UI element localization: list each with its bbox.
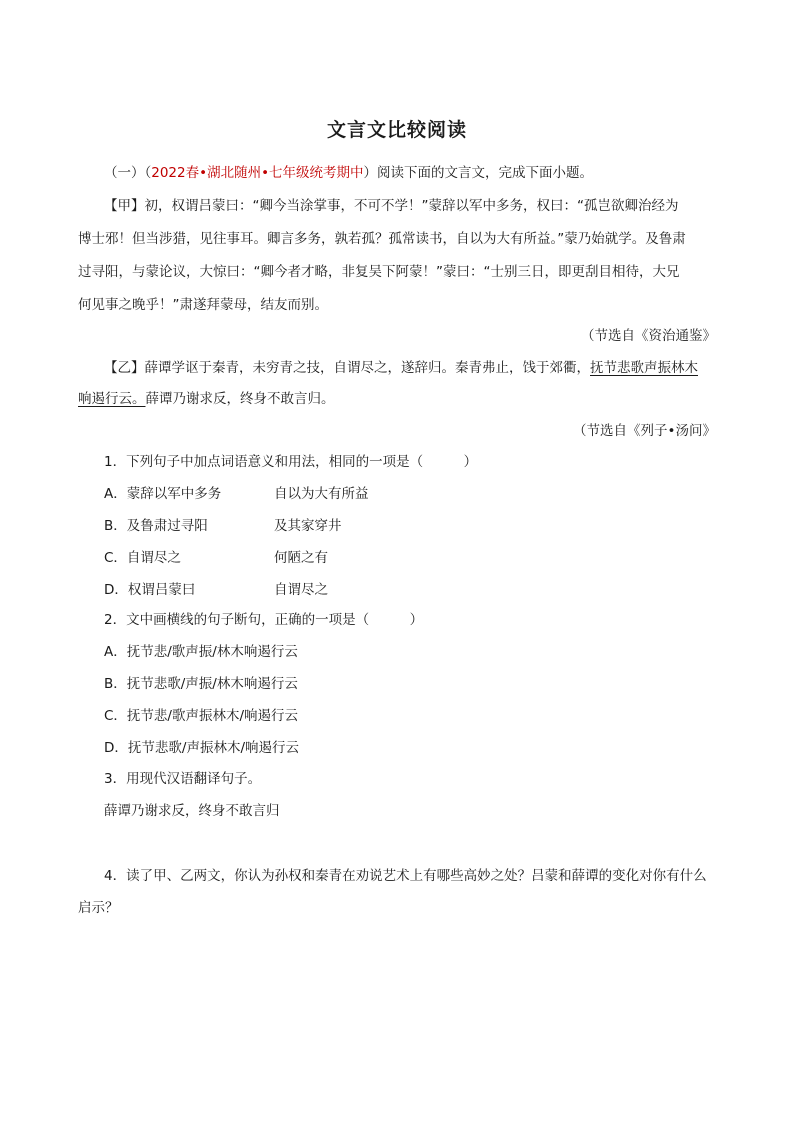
intro-line	[104, 163, 593, 183]
passage-yi-line-1	[104, 358, 698, 378]
underlined-sentence-part-2: 响遏行云。	[78, 391, 146, 407]
passage-yi-citation: （节选自《列子•汤问》	[573, 423, 716, 439]
q1-option-c: C．自谓尽之	[104, 550, 181, 566]
q1-option-c-pair: 何陋之有	[274, 550, 328, 566]
q1-option-d-pair: 自谓尽之	[274, 582, 328, 598]
passage-yi-text: 【乙】薛谭学讴于秦青，未穷青之技，自谓尽之，遂辞归。秦青弗止，饯于郊衢，	[104, 360, 590, 376]
question-1-stem: 1．下列句子中加点词语意义和用法，相同的一项是（ ）	[104, 454, 478, 470]
passage-yi-line-2	[78, 389, 335, 409]
q1-option-b-pair: 及其家穿井	[274, 518, 342, 534]
intro-prefix: （一）（	[104, 165, 152, 181]
passage-jia-line-2: 博士邪！但当涉猎，见往事耳。卿言多务，孰若孤？孤常读书，自以为大有所益。”蒙乃始就学。及鲁肃	[78, 231, 686, 247]
question-4-line-1: 4．读了甲、乙两文，你认为孙权和秦青在劝说艺术上有哪些高妙之处？吕蒙和薛谭的变化对你有什么	[104, 868, 707, 884]
page-title: 文言文比较阅读	[326, 119, 467, 141]
question-3-stem: 3．用现代汉语翻译句子。	[104, 771, 262, 787]
q1-option-d: D．权谓吕蒙曰	[104, 582, 196, 598]
q1-option-a: A．蒙辞以军中多务	[104, 486, 222, 502]
q1-option-b: B．及鲁肃过寻阳	[104, 518, 208, 534]
passage-jia-line-1: 【甲】初，权谓吕蒙曰：“卿今当涂掌事，不可不学！”蒙辞以军中多务，权曰：“孤岂欲卿治经为	[104, 198, 679, 214]
intro-source: 2022春•湖北随州•七年级统考期中	[151, 165, 364, 181]
q2-option-d: D．抚节悲歌/声振林木/响遏行云	[104, 740, 299, 756]
passage-yi-text: 薛谭乃谢求反，终身不敢言归。	[145, 391, 335, 407]
intro-suffix: ）阅读下面的文言文，完成下面小题。	[363, 165, 594, 181]
question-3-sentence: 薛谭乃谢求反，终身不敢言归	[104, 803, 280, 819]
q1-option-a-pair: 自以为大有所益	[274, 486, 369, 502]
passage-jia-line-3: 过寻阳，与蒙论议，大惊曰：“卿今者才略，非复吴下阿蒙！”蒙曰：“士别三日，即更刮目相待，大兄	[78, 264, 680, 280]
passage-jia-citation: （节选自《资治通鉴》	[581, 328, 716, 344]
question-2-stem: 2．文中画横线的句子断句，正确的一项是（ ）	[104, 612, 424, 628]
underlined-sentence-part-1: 抚节悲歌声振林木	[590, 360, 698, 376]
q2-option-b: B．抚节悲歌/声振/林木响遏行云	[104, 676, 298, 692]
q2-option-c: C．抚节悲/歌声振林木/响遏行云	[104, 708, 299, 724]
passage-jia-line-4: 何见事之晚乎！”肃遂拜蒙母，结友而别。	[78, 297, 328, 313]
question-4-line-2: 启示？	[78, 900, 119, 916]
q2-option-a: A．抚节悲/歌声振/林木响遏行云	[104, 644, 298, 660]
